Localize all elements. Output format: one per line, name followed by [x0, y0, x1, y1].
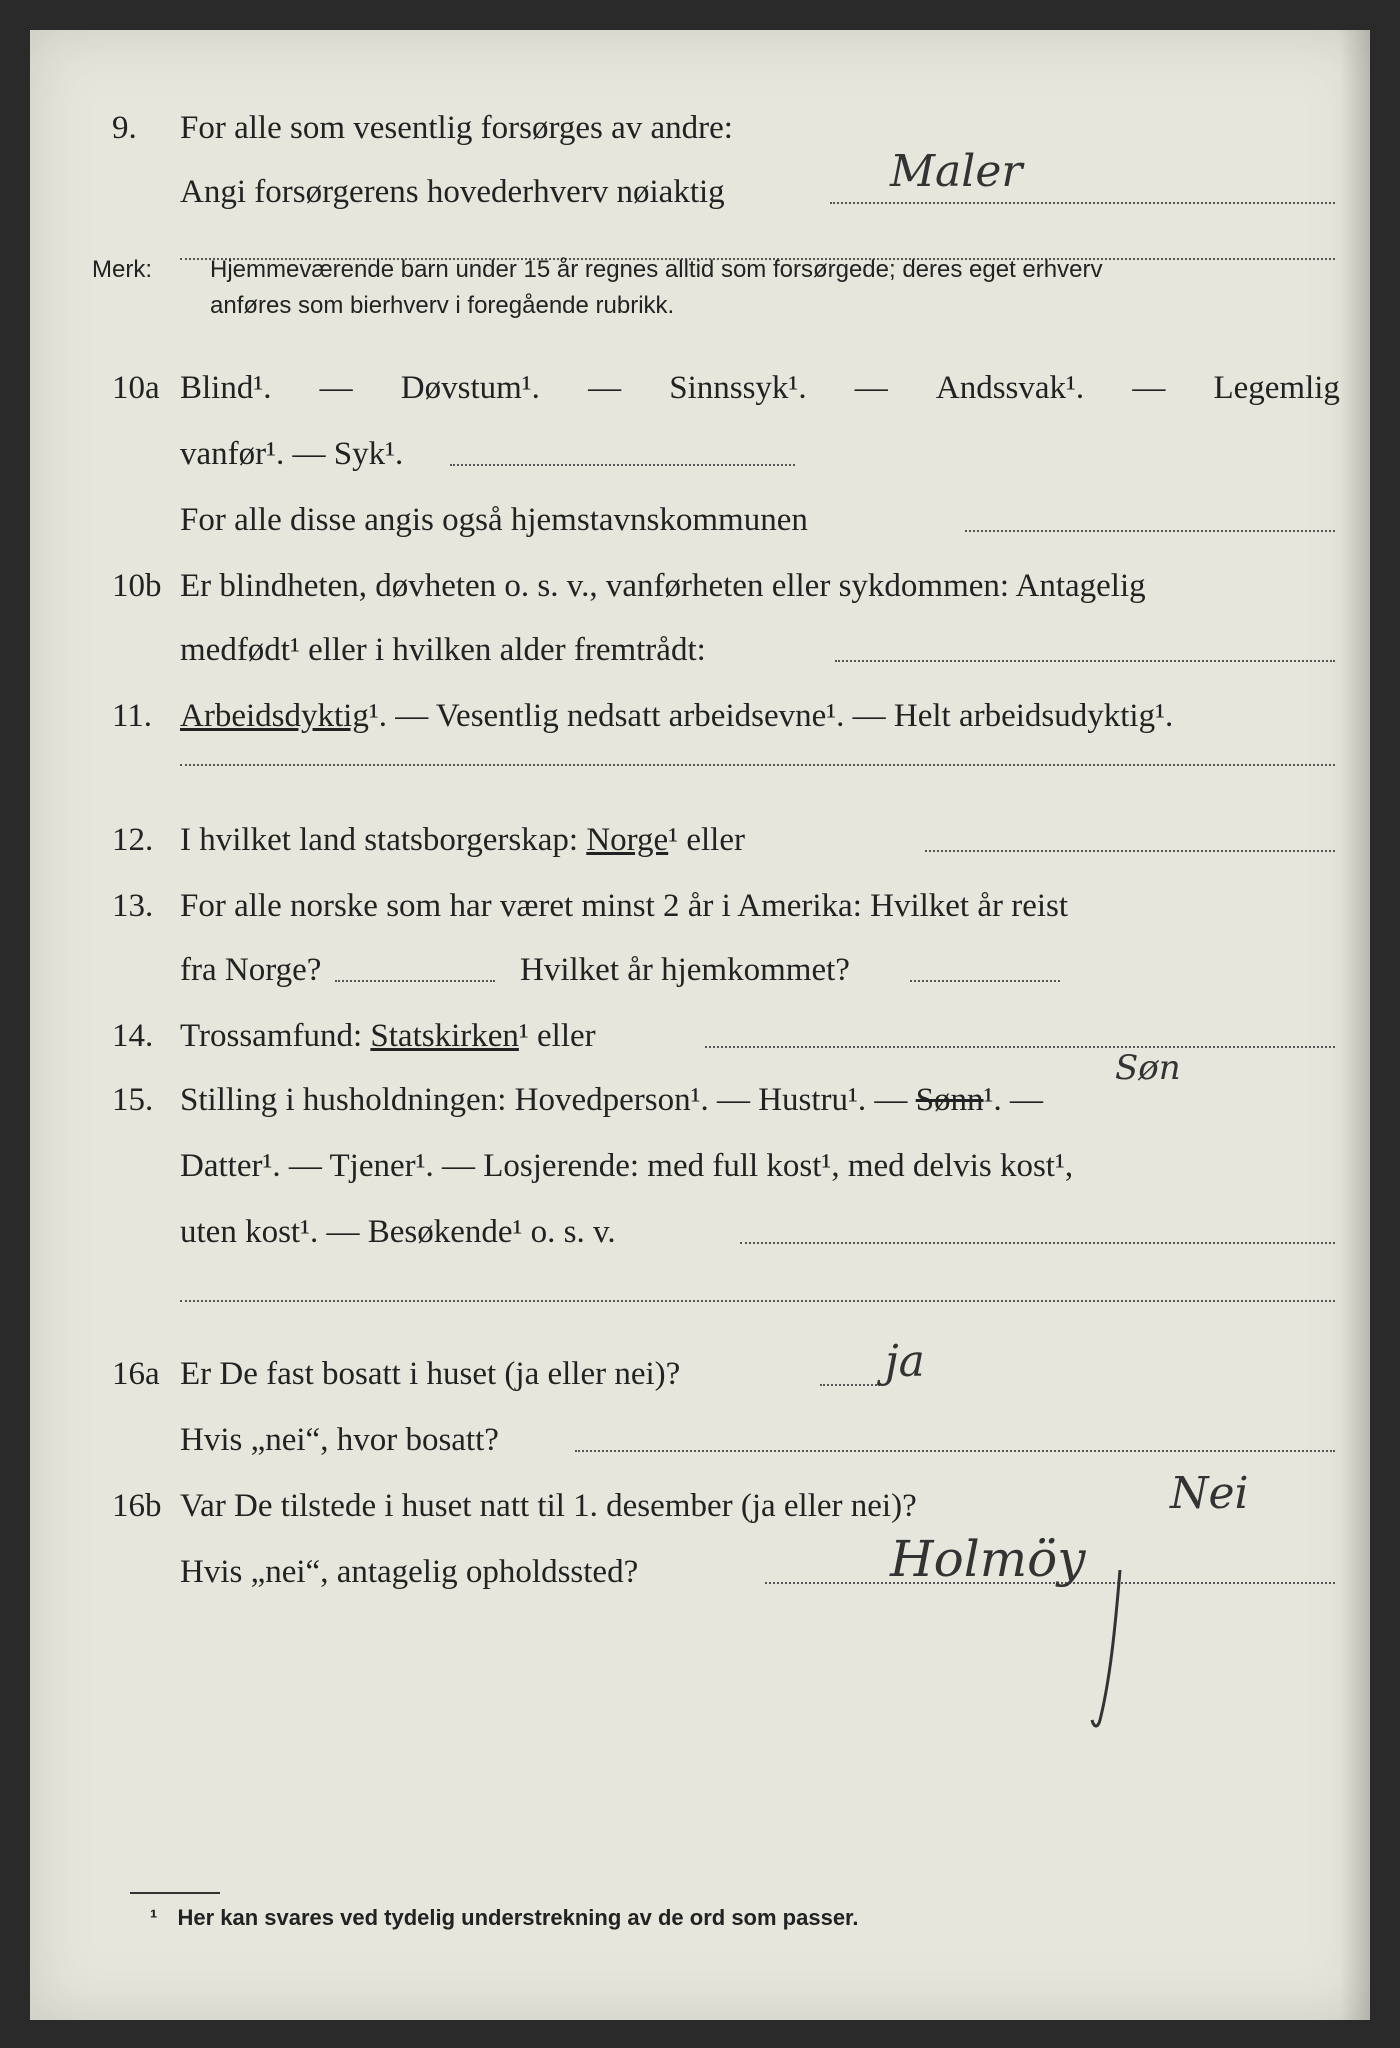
- answer-line: [180, 1300, 1335, 1302]
- suffix: ¹ eller: [668, 822, 745, 858]
- question-number: 15.: [112, 1082, 154, 1118]
- question-text: For alle som vesentlig forsørges av andre:: [180, 110, 733, 146]
- footnote: [150, 1905, 859, 1931]
- prefix: I hvilket land statsborgerskap:: [180, 822, 579, 858]
- answer-line: [335, 980, 495, 982]
- census-form-page: [30, 30, 1370, 2020]
- question-text: Hvis „nei“, antagelig opholdssted?: [180, 1554, 639, 1590]
- footnote-text: Her kan svares ved tydelig understrekning av de ord som passer.: [177, 1905, 859, 1930]
- question-text: [180, 820, 745, 860]
- question-text: Er blindheten, døvheten o. s. v., vanførheten eller sykdommen: Antagelig: [180, 568, 1146, 604]
- selected-option: Statskirken: [370, 1018, 519, 1054]
- question-number: 11.: [112, 698, 153, 734]
- answer-line: [450, 464, 795, 466]
- handwritten-answer-occupation: Maler: [890, 146, 1023, 197]
- question-text: Datter¹. — Tjener¹. — Losjerende: med full kost¹, med delvis kost¹,: [180, 1148, 1074, 1184]
- answer-line: [575, 1450, 1335, 1452]
- question-text: For alle disse angis også hjemstavnskommunen: [180, 502, 808, 538]
- answer-line: [705, 1046, 1335, 1048]
- question-text: uten kost¹. — Besøkende¹ o. s. v.: [180, 1214, 616, 1250]
- handwritten-correction: Søn: [1115, 1048, 1181, 1088]
- question-text-part: Stilling i husholdningen: Hovedperson¹. — Hustru¹. —: [180, 1082, 908, 1118]
- footnote-mark: ¹: [150, 1905, 158, 1930]
- question-number: 13.: [112, 888, 154, 924]
- question-text: vanfør¹. — Syk¹.: [180, 436, 404, 472]
- handwritten-flourish: [1090, 1570, 1140, 1730]
- options-row: [180, 368, 1340, 408]
- separator: —: [1132, 370, 1166, 406]
- note-label: Merk:: [92, 256, 152, 283]
- option: Blind¹.: [180, 370, 272, 406]
- question-text: Hvis „nei“, hvor bosatt?: [180, 1422, 499, 1458]
- footnote-rule: [130, 1892, 220, 1894]
- note-text: anføres som bierhverv i foregående rubrikk.: [210, 292, 675, 319]
- option: Andssvak¹.: [935, 370, 1085, 406]
- answer-line: [910, 980, 1060, 982]
- option: Døvstum¹.: [400, 370, 540, 406]
- question-number: 10a: [112, 370, 160, 406]
- answer-line: [830, 202, 1335, 204]
- answer-line: [740, 1242, 1335, 1244]
- question-number: 16a: [112, 1356, 160, 1392]
- question-text-rest: ¹. — Vesentlig nedsatt arbeidsevne¹. — Helt arbeidsudyktig¹.: [368, 698, 1174, 734]
- prefix: Trossamfund:: [180, 1018, 363, 1054]
- question-number: 14.: [112, 1018, 154, 1054]
- answer-line: [820, 1384, 880, 1386]
- question-number: 16b: [112, 1488, 162, 1524]
- question-text: Er De fast bosatt i huset (ja eller nei)?: [180, 1356, 681, 1392]
- handwritten-answer-resident: ja: [885, 1336, 925, 1387]
- page-edge-shadow: [1340, 30, 1370, 2020]
- answer-line: [925, 850, 1335, 852]
- question-text: Var De tilstede i huset natt til 1. desember (ja eller nei)?: [180, 1488, 917, 1524]
- question-text: For alle norske som har været minst 2 år i Amerika: Hvilket år reist: [180, 888, 1069, 924]
- question-text: fra Norge?: [180, 952, 322, 988]
- separator: —: [319, 370, 353, 406]
- question-text: [180, 696, 1173, 736]
- question-number: 9.: [112, 110, 137, 146]
- answer-line: [180, 764, 1335, 766]
- question-text: medfødt¹ eller i hvilken alder fremtrådt:: [180, 632, 706, 668]
- answer-line: [835, 660, 1335, 662]
- note-text: Hjemmeværende barn under 15 år regnes alltid som forsørgede; deres eget erhverv: [210, 256, 1103, 283]
- handwritten-answer-present: Nei: [1170, 1468, 1249, 1519]
- question-text: Angi forsørgerens hovederhverv nøiaktig: [180, 174, 725, 210]
- handwritten-answer-location: Holmöy: [890, 1530, 1086, 1588]
- separator: —: [854, 370, 888, 406]
- question-text-part: ¹. —: [983, 1082, 1043, 1118]
- option: Sinnssyk¹.: [669, 370, 807, 406]
- suffix: ¹ eller: [518, 1018, 596, 1054]
- struck-option: Sønn: [915, 1082, 984, 1118]
- question-text: Hvilket år hjemkommet?: [520, 952, 850, 988]
- question-text: [180, 1016, 596, 1056]
- selected-option: Norge: [586, 822, 669, 858]
- answer-line: [965, 530, 1335, 532]
- question-number: 12.: [112, 822, 154, 858]
- option: Legemlig: [1213, 370, 1340, 406]
- question-number: 10b: [112, 568, 162, 604]
- selected-option: Arbeidsdyktig: [180, 698, 369, 734]
- separator: —: [588, 370, 622, 406]
- question-text: [180, 1080, 1043, 1120]
